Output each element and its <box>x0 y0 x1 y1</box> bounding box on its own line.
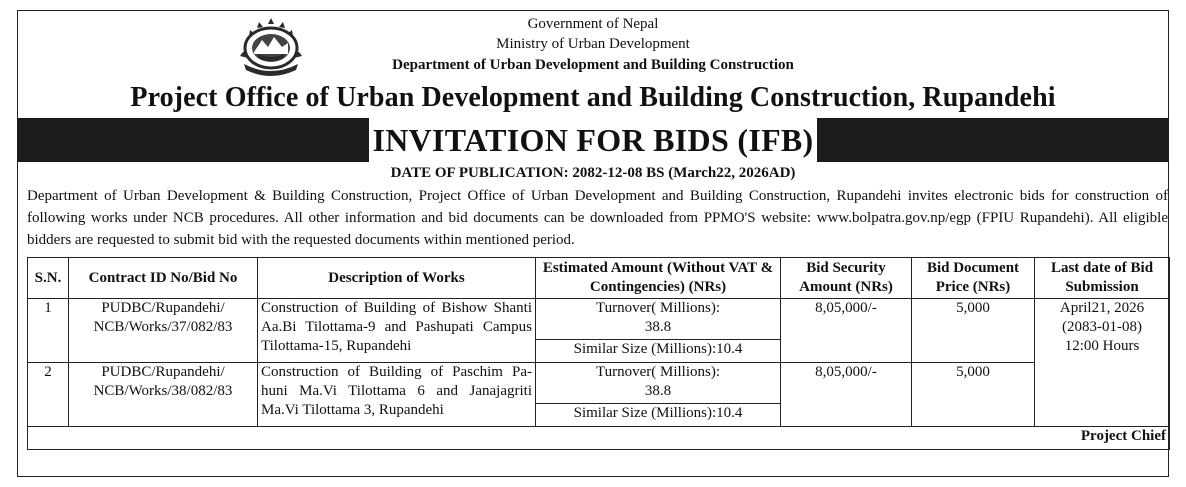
last-date-cell <box>1035 299 1170 427</box>
row-similar-size: Similar Size (Millions):10.4 <box>536 404 781 427</box>
table-header-row <box>28 258 1170 299</box>
contract-line: PUDBC/Rupandehi/ <box>101 364 225 380</box>
header-security: Bid Security Amount (NRs) <box>781 258 912 299</box>
signature-row <box>28 427 1170 450</box>
table-row <box>28 299 1170 340</box>
turnover-label: Turnover( Millions): <box>595 300 721 316</box>
row-price: 5,000 <box>912 363 1035 427</box>
header-estimated: Estimated Amount (Without VAT & Contingencies) (NRs) <box>536 258 781 299</box>
turnover-label: Turnover( Millions): <box>595 364 721 380</box>
row-price: 5,000 <box>912 299 1035 363</box>
department-line: Department of Urban Development and Building Construction <box>392 57 794 73</box>
last-date-time: 12:00 Hours <box>1064 338 1140 354</box>
table-row <box>28 363 1170 404</box>
row-sn: 2 <box>28 363 69 427</box>
row-turnover <box>536 363 781 404</box>
row-contract <box>69 299 258 363</box>
bids-table <box>27 257 1170 450</box>
publication-value: : 2082-12-08 BS (March22, 2026AD) <box>563 165 796 181</box>
header-price: Bid Document Price (NRs) <box>912 258 1035 299</box>
project-chief-signature: Project Chief <box>28 427 1170 450</box>
row-similar-size: Similar Size (Millions):10.4 <box>536 340 781 363</box>
row-turnover <box>536 299 781 340</box>
row-description: Construction of Building of Paschim Pa-huni Ma.Vi Tilottama 6 and Janajagriti Ma.Vi Tilottama 3, Rupandehi <box>258 363 536 427</box>
header-description: Description of Works <box>258 258 536 299</box>
turnover-value: 38.8 <box>644 383 672 399</box>
intro-paragraph: Department of Urban Development & Building Construction, Project Office of Urban Development and Building Construction, Rupandehi invites electronic bids for construction of following works under NCB procedures. All other information and bid documents can be downloaded from PPMO'S website: www.bolpatra.gov.np/egp (FPIU Rupandehi). All eligible bidders are requested to submit bid with the requested documents within mentioned period. <box>27 188 1168 248</box>
row-security: 8,05,000/- <box>781 363 912 427</box>
header-contract: Contract ID No/Bid No <box>69 258 258 299</box>
publication-date <box>0 163 1186 183</box>
header-last-date: Last date of Bid Submission <box>1035 258 1170 299</box>
contract-line: NCB/Works/37/082/83 <box>93 319 233 335</box>
header-sn: S.N. <box>28 258 69 299</box>
last-date-ad: April21, 2026 <box>1059 300 1145 316</box>
row-security: 8,05,000/- <box>781 299 912 363</box>
contract-line: PUDBC/Rupandehi/ <box>101 300 225 316</box>
government-line: Government of Nepal <box>527 16 659 32</box>
row-contract <box>69 363 258 427</box>
turnover-value: 38.8 <box>644 319 672 335</box>
office-title: Project Office of Urban Development and Building Construction, Rupandehi <box>130 82 1056 113</box>
row-description: Construction of Building of Bishow Shanti Aa.Bi Tilottama-9 and Pashupati Campus Tilottama-15, Rupandehi <box>258 299 536 363</box>
row-sn: 1 <box>28 299 69 363</box>
ministry-line: Ministry of Urban Development <box>496 36 690 52</box>
last-date-bs: (2083-01-08) <box>1062 319 1142 335</box>
notice-title: INVITATION FOR BIDS (IFB) <box>369 118 817 162</box>
publication-label: DATE OF PUBLICATION <box>390 165 564 181</box>
contract-line: NCB/Works/38/082/83 <box>93 383 233 399</box>
